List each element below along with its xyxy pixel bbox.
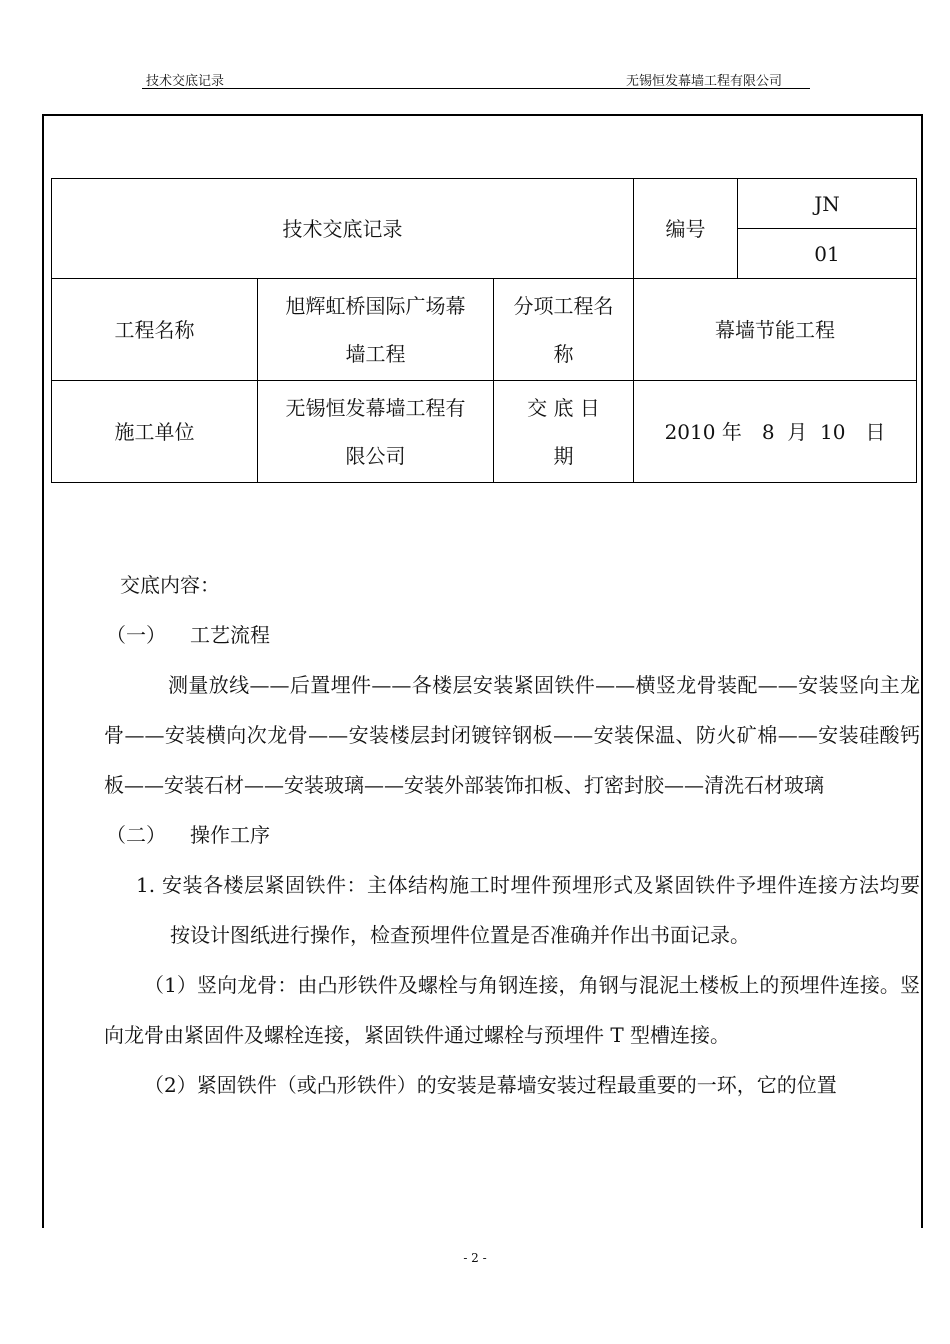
- section-1-heading: [104, 610, 920, 660]
- section-2-title: 操作工序: [190, 823, 270, 847]
- section-2-heading: [104, 810, 920, 860]
- header-company-name: 无锡恒发幕墙工程有限公司: [626, 74, 783, 89]
- info-table: [51, 178, 917, 483]
- section-1-number: （一）: [106, 623, 166, 647]
- briefing-content: [104, 560, 920, 1110]
- header-left-title: 技术交底记录: [146, 74, 225, 89]
- section-1-title: 工艺流程: [190, 623, 270, 647]
- header-rule: [142, 88, 810, 89]
- unit-value-line2: 限公司: [345, 443, 406, 468]
- subproject-value: 幕墙节能工程: [634, 279, 917, 381]
- project-name-line2: 墙工程: [345, 341, 406, 366]
- project-name-value: [258, 279, 494, 381]
- project-name-line1: 旭辉虹桥国际广场幕: [285, 293, 466, 318]
- procedure-sub-2: （2）紧固铁件（或凸形铁件）的安装是幕墙安装过程最重要的一环，它的位置: [144, 1073, 837, 1097]
- number-value-bottom: 01: [738, 229, 917, 279]
- process-flow-text: 测量放线——后置埋件——各楼层安装紧固铁件——横竖龙骨装配——安装竖向主龙骨——安装横向次龙骨——安装楼层封闭镀锌钢板——安装保温、防火矿棉——安装硅酸钙板——安装石材——安装玻璃——安装外部装饰扣板、打密封胶——清洗石材玻璃: [104, 673, 920, 797]
- date-label-line2: 期: [553, 443, 574, 468]
- date-value: 2010 年 8 月 10 日: [634, 381, 917, 483]
- content-label: 交底内容：: [120, 573, 220, 597]
- page-number: - 2 -: [463, 1251, 487, 1265]
- subproject-label: [494, 279, 634, 381]
- date-label-line1: 交 底 日: [527, 395, 600, 420]
- number-value-top: JN: [738, 179, 917, 229]
- project-name-label: 工程名称: [52, 279, 258, 381]
- date-label: [494, 381, 634, 483]
- subproject-label-line2: 称: [553, 341, 574, 366]
- subproject-label-line1: 分项工程名: [513, 293, 614, 318]
- procedure-sub-1: （1）竖向龙骨：由凸形铁件及螺栓与角钢连接，角钢与混泥土楼板上的预埋件连接。竖向龙骨由紧固件及螺栓连接，紧固铁件通过螺栓与预埋件 T 型槽连接。: [104, 973, 920, 1047]
- number-label: 编号: [634, 179, 738, 279]
- unit-label: 施工单位: [52, 381, 258, 483]
- procedure-item-1: 1. 安装各楼层紧固铁件：主体结构施工时埋件预埋形式及紧固铁件予埋件连接方法均要按设计图纸进行操作，检查预埋件位置是否准确并作出书面记录。: [136, 873, 920, 947]
- section-2-number: （二）: [106, 823, 166, 847]
- table-title: 技术交底记录: [52, 179, 634, 279]
- unit-value: [258, 381, 494, 483]
- unit-value-line1: 无锡恒发幕墙工程有: [285, 395, 466, 420]
